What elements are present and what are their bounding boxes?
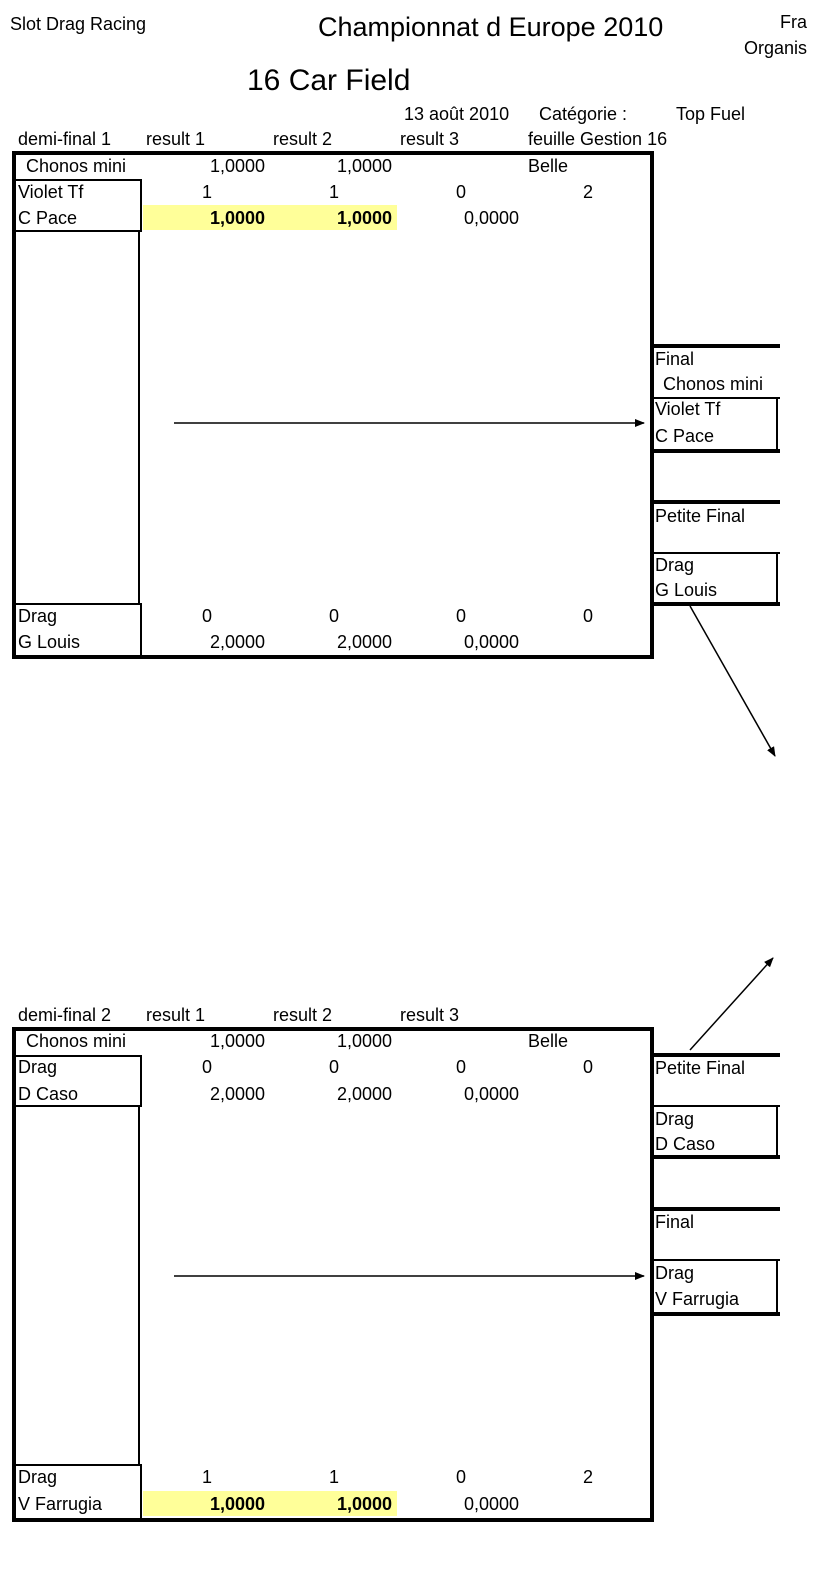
semi1-car-a-driver: C Pace — [18, 208, 78, 228]
semi1-result3-header: result 3 — [400, 129, 460, 149]
semi2-car-b-t1: 1,0000 — [209, 1494, 265, 1514]
semi2-top-label: Chonos mini — [26, 1031, 127, 1051]
arrow-petite-up — [690, 958, 773, 1050]
semi2-car-b-driver: V Farrugia — [18, 1494, 103, 1514]
semi2-car-a-t3: 0,0000 — [463, 1084, 519, 1104]
right2-petite-driver: D Caso — [655, 1134, 716, 1154]
semi2-car-b-total: 2 — [583, 1467, 594, 1487]
semi1-car-b-t3: 0,0000 — [463, 632, 519, 652]
semi2-car-a-w3: 0 — [456, 1057, 467, 1077]
categorie-value: Top Fuel — [676, 104, 746, 124]
semi1-car-a-team: Violet Tf — [18, 182, 84, 202]
semi2-top-r2: 1,0000 — [336, 1031, 392, 1051]
semi1-car-a-w3: 0 — [456, 182, 467, 202]
semi1-car-b-w2: 0 — [329, 606, 340, 626]
semi1-belle: Belle — [528, 156, 569, 176]
semi1-car-b-driver: G Louis — [18, 632, 81, 652]
semi2-result3-header: result 3 — [400, 1005, 460, 1025]
semi1-result2-header: result 2 — [273, 129, 333, 149]
semi2-car-a-w1: 0 — [202, 1057, 213, 1077]
right1-final-sub: Chonos mini — [663, 374, 764, 394]
semi2-title: demi-final 2 — [18, 1005, 112, 1025]
right2-final-driver: V Farrugia — [655, 1289, 740, 1309]
semi1-top-r2: 1,0000 — [336, 156, 392, 176]
semi2-car-a-w2: 0 — [329, 1057, 340, 1077]
semi2-car-b-w1: 1 — [202, 1467, 213, 1487]
right1-petite-driver: G Louis — [655, 580, 718, 600]
semi1-car-a-t3: 0,0000 — [463, 208, 519, 228]
right1-petite-label: Petite Final — [655, 506, 746, 526]
categorie-label: Catégorie : — [539, 104, 628, 124]
right2-final-team: Drag — [655, 1263, 695, 1283]
right2-petite-team: Drag — [655, 1109, 695, 1129]
page-title: Championnat d Europe 2010 — [318, 12, 664, 42]
right2-petite-label: Petite Final — [655, 1058, 746, 1078]
date: 13 août 2010 — [404, 104, 510, 124]
header-right-line2: Organis — [744, 38, 808, 58]
semi2-car-b-w3: 0 — [456, 1467, 467, 1487]
semi1-car-a-t1: 1,0000 — [209, 208, 265, 228]
semi1-car-a-w1: 1 — [202, 182, 213, 202]
semi2-belle: Belle — [528, 1031, 569, 1051]
semi1-result1-header: result 1 — [146, 129, 206, 149]
semi1-car-a-w2: 1 — [329, 182, 340, 202]
semi1-car-b-total: 0 — [583, 606, 594, 626]
semi1-car-b-t1: 2,0000 — [209, 632, 265, 652]
semi2-top-r1: 1,0000 — [209, 1031, 265, 1051]
semi2-car-a-t1: 2,0000 — [209, 1084, 265, 1104]
right1-final-label: Final — [655, 349, 695, 369]
right1-final-team: Violet Tf — [655, 399, 721, 419]
semi2-car-b-t3: 0,0000 — [463, 1494, 519, 1514]
semi1-car-b-w1: 0 — [202, 606, 213, 626]
semi2-car-b-team: Drag — [18, 1467, 58, 1487]
semi2-car-a-team: Drag — [18, 1057, 58, 1077]
semi1-top-label: Chonos mini — [26, 156, 127, 176]
arrow-petite-down — [690, 606, 775, 756]
semi2-car-a-driver: D Caso — [18, 1084, 79, 1104]
semi1-car-b-team: Drag — [18, 606, 58, 626]
semi2-car-a-t2: 2,0000 — [336, 1084, 392, 1104]
right2-final-label: Final — [655, 1212, 695, 1232]
right1-petite-team: Drag — [655, 555, 695, 575]
semi2-car-a-total: 0 — [583, 1057, 594, 1077]
semi1-top-r1: 1,0000 — [209, 156, 265, 176]
right1-final-driver: C Pace — [655, 426, 715, 446]
semi1-car-b-w3: 0 — [456, 606, 467, 626]
header-right-line1: Fra — [780, 12, 807, 32]
semi2-car-b-t2: 1,0000 — [336, 1494, 392, 1514]
semi1-car-a-total: 2 — [583, 182, 594, 202]
semi2-result2-header: result 2 — [273, 1005, 333, 1025]
semi1-title: demi-final 1 — [18, 129, 112, 149]
header-left: Slot Drag Racing — [10, 14, 147, 34]
semi2-result1-header: result 1 — [146, 1005, 206, 1025]
page-subtitle: 16 Car Field — [247, 64, 411, 97]
feuille-label: feuille Gestion 16 — [528, 129, 668, 149]
semi2-car-b-w2: 1 — [329, 1467, 340, 1487]
semi1-car-a-t2: 1,0000 — [336, 208, 392, 228]
semi1-car-b-t2: 2,0000 — [336, 632, 392, 652]
